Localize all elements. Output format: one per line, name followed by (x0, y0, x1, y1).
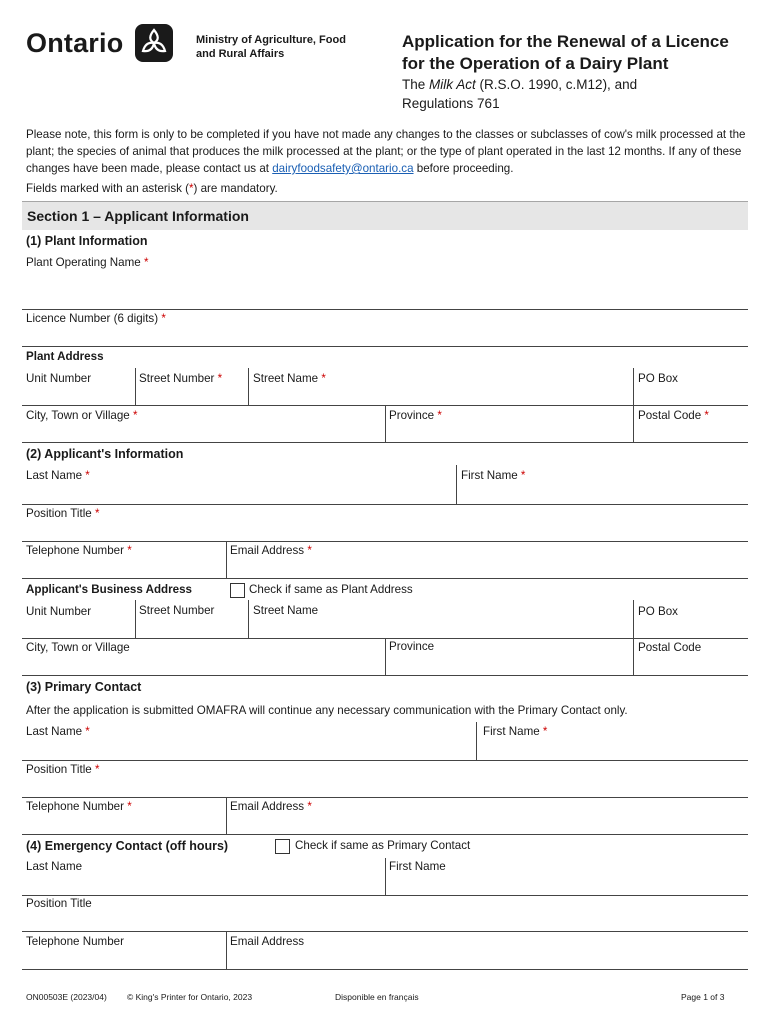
licence-number-label[interactable]: Licence Number (6 digits) * (26, 312, 166, 325)
primary-first-name-field[interactable]: First Name * (483, 725, 548, 738)
emergency-telephone-field[interactable]: Telephone Number (26, 935, 124, 948)
business-street-number-field[interactable]: Street Number (139, 604, 215, 617)
plant-po-box-field[interactable]: PO Box (638, 372, 678, 385)
plant-street-number-field[interactable]: Street Number * (139, 372, 223, 385)
primary-position-title-field[interactable]: Position Title * (26, 763, 100, 776)
plant-unit-number-field[interactable]: Unit Number (26, 372, 92, 385)
intro-note: Please note, this form is only to be completed if you have not made any changes to the classes or subclasses of cow's milk processed at the plant; the species of animal that produces the milk processed at the plant; or the type of plant operated in the last 12 months. If any of these changes have been made, please contact us at dairyfoodsafety@ontario.ca before proceeding. (26, 128, 746, 175)
copyright: © King's Printer for Ontario, 2023 (127, 992, 253, 1002)
plant-address-heading: Plant Address (26, 350, 104, 363)
business-postal-code-field[interactable]: Postal Code (638, 641, 702, 654)
plant-info-heading: (1) Plant Information (26, 234, 148, 248)
plant-province-field[interactable]: Province * (389, 409, 442, 422)
trillium-logo-icon (135, 24, 173, 62)
business-unit-number-field[interactable]: Unit Number (26, 605, 92, 618)
email-link[interactable]: dairyfoodsafety@ontario.ca (272, 162, 414, 175)
primary-contact-note: After the application is submitted OMAFRA will continue any necessary communication with the Primary Contact only. (26, 704, 628, 717)
same-as-plant-address-checkbox[interactable] (230, 583, 245, 598)
ontario-logo-text: Ontario (26, 28, 124, 58)
form-code: ON00503E (2023/04) (26, 992, 107, 1002)
same-as-plant-address-label: Check if same as Plant Address (249, 583, 413, 596)
primary-last-name-field[interactable]: Last Name * (26, 725, 90, 738)
emergency-position-title-field[interactable]: Position Title (26, 897, 92, 910)
applicant-telephone-field[interactable]: Telephone Number * (26, 544, 132, 557)
page-number: Page 1 of 3 (681, 992, 725, 1002)
business-city-field[interactable]: City, Town or Village (26, 641, 130, 654)
ministry-name: Ministry of Agriculture, Food and Rural Affairs (196, 34, 346, 60)
section-1-header: Section 1 – Applicant Information (22, 201, 748, 230)
primary-contact-heading: (3) Primary Contact (26, 680, 142, 694)
plant-postal-code-field[interactable]: Postal Code * (638, 409, 709, 422)
emergency-last-name-field[interactable]: Last Name (26, 860, 83, 873)
business-street-name-field[interactable]: Street Name (253, 604, 319, 617)
applicant-position-title-field[interactable]: Position Title * (26, 507, 100, 520)
french-availability: Disponible en français (335, 992, 419, 1002)
plant-operating-name-label[interactable]: Plant Operating Name * (26, 256, 149, 269)
form-title: Application for the Renewal of a Licence for the Operation of a Dairy Plant (402, 32, 729, 73)
plant-street-name-field[interactable]: Street Name * (253, 372, 326, 385)
primary-email-field[interactable]: Email Address * (230, 800, 312, 813)
applicant-last-name-field[interactable]: Last Name * (26, 469, 90, 482)
emergency-contact-heading: (4) Emergency Contact (off hours) (26, 839, 229, 853)
form-subtitle: The Milk Act (R.S.O. 1990, c.M12), and Regulations 761 (402, 77, 638, 111)
emergency-email-field[interactable]: Email Address (230, 935, 305, 948)
applicant-email-field[interactable]: Email Address * (230, 544, 312, 557)
plant-city-field[interactable]: City, Town or Village * (26, 409, 138, 422)
primary-telephone-field[interactable]: Telephone Number * (26, 800, 132, 813)
same-as-primary-contact-checkbox[interactable] (275, 839, 290, 854)
same-as-primary-contact-label: Check if same as Primary Contact (295, 839, 471, 852)
emergency-first-name-field[interactable]: First Name (389, 860, 446, 873)
business-province-field[interactable]: Province (389, 640, 435, 653)
applicant-first-name-field[interactable]: First Name * (461, 469, 526, 482)
applicant-info-heading: (2) Applicant's Information (26, 447, 184, 461)
business-po-box-field[interactable]: PO Box (638, 605, 678, 618)
business-address-heading: Applicant's Business Address (26, 583, 192, 596)
mandatory-note: Fields marked with an asterisk (*) are mandatory. (26, 182, 278, 195)
